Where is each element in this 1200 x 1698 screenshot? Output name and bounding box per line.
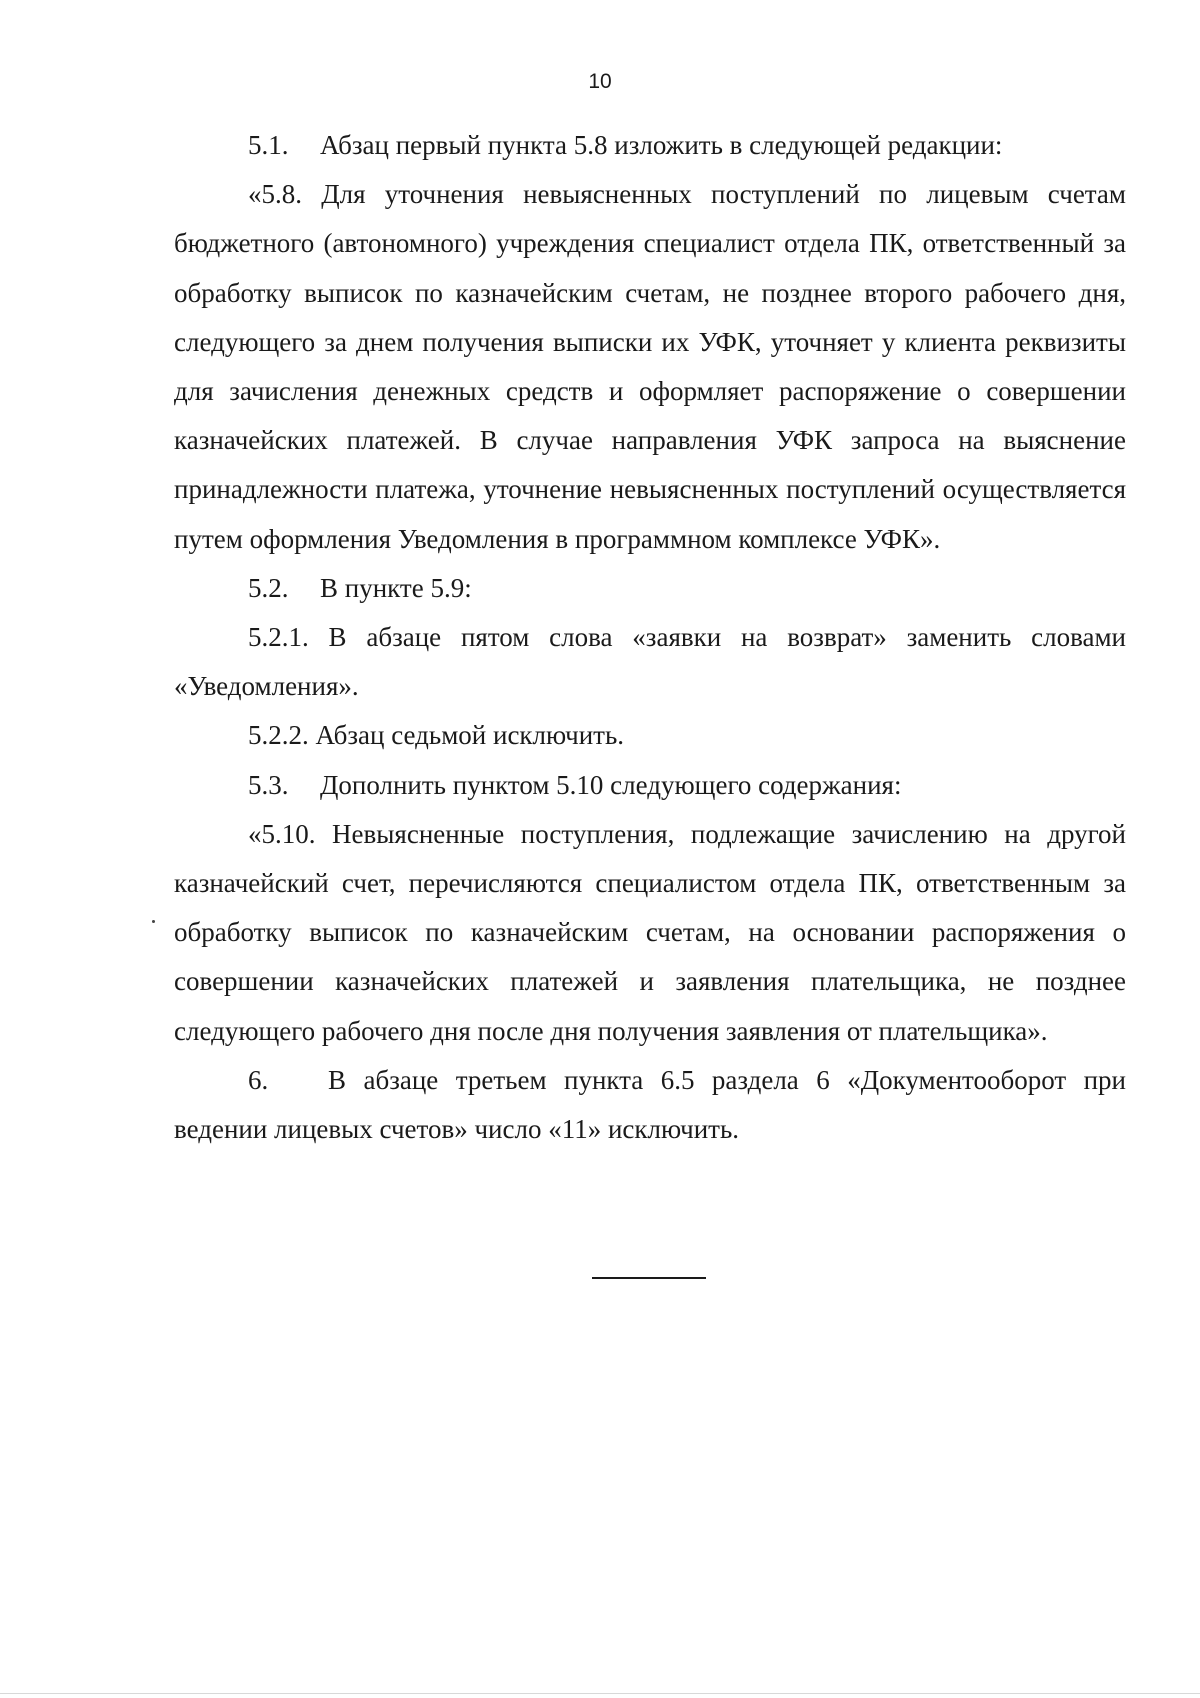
document-body [174, 121, 1126, 1154]
paragraph-5-2-1 [174, 613, 1126, 711]
paragraph-5-3 [174, 761, 1126, 810]
page-number: 10 [588, 70, 612, 93]
item-number: 5.3. [248, 769, 289, 800]
paragraph-text: «5.10. Невыясненные поступления, подлежащие зачислению на другой казначейский счет, перечисляются специалистом отдела ПК, ответственным за обработку выписок по казначейским счетам, на основании распоряжения о совершении казначейских платежей и заявления плательщика, не позднее следующего рабочего дня после дня получения заявления от плательщика». [174, 818, 1126, 1046]
paragraph-text: В абзаце третьем пункта 6.5 раздела 6 «Документооборот при ведении лицевых счетов» число «11» исключить. [174, 1064, 1126, 1145]
scan-speck [152, 920, 155, 923]
paragraph-text: «5.8. Для уточнения невыясненных поступлений по лицевым счетам бюджетного (автономного) учреждения специалист отдела ПК, ответственный за обработку выписок по казначейским счетам, не позднее второго рабочего дня, следующего за днем получения выписки их УФК, уточняет у клиента реквизиты для зачисления денежных средств и оформляет распоряжение о совершении казначейских платежей. В случае направления УФК запроса на выяснение принадлежности платежа, уточнение невыясненных поступлений осуществляется путем оформления Уведомления в программном комплексе УФК». [174, 179, 1126, 554]
paragraph-text: Дополнить пунктом 5.10 следующего содержания: [320, 769, 902, 800]
paragraph-5-2 [174, 564, 1126, 613]
page-bottom-edge [0, 1693, 1200, 1694]
paragraph-5-10-quote [174, 810, 1126, 1056]
paragraph-5-2-2 [174, 711, 1126, 760]
item-number: 6. [248, 1064, 269, 1095]
paragraph-5-1 [174, 121, 1126, 170]
paragraph-text: Абзац первый пункта 5.8 изложить в следующей редакции: [320, 130, 1003, 160]
paragraph-text: В пункте 5.9: [320, 572, 472, 603]
paragraph-6 [174, 1056, 1126, 1154]
paragraph-text: 5.2.1. В абзаце пятом слова «заявки на возврат» заменить словами «Уведомления». [174, 622, 1126, 702]
paragraph-5-8-quote [174, 170, 1126, 564]
paragraph-text: 5.2.2. Абзац седьмой исключить. [248, 720, 625, 751]
item-number: 5.1. [248, 130, 289, 160]
closing-divider [592, 1277, 706, 1279]
item-number: 5.2. [248, 572, 289, 603]
